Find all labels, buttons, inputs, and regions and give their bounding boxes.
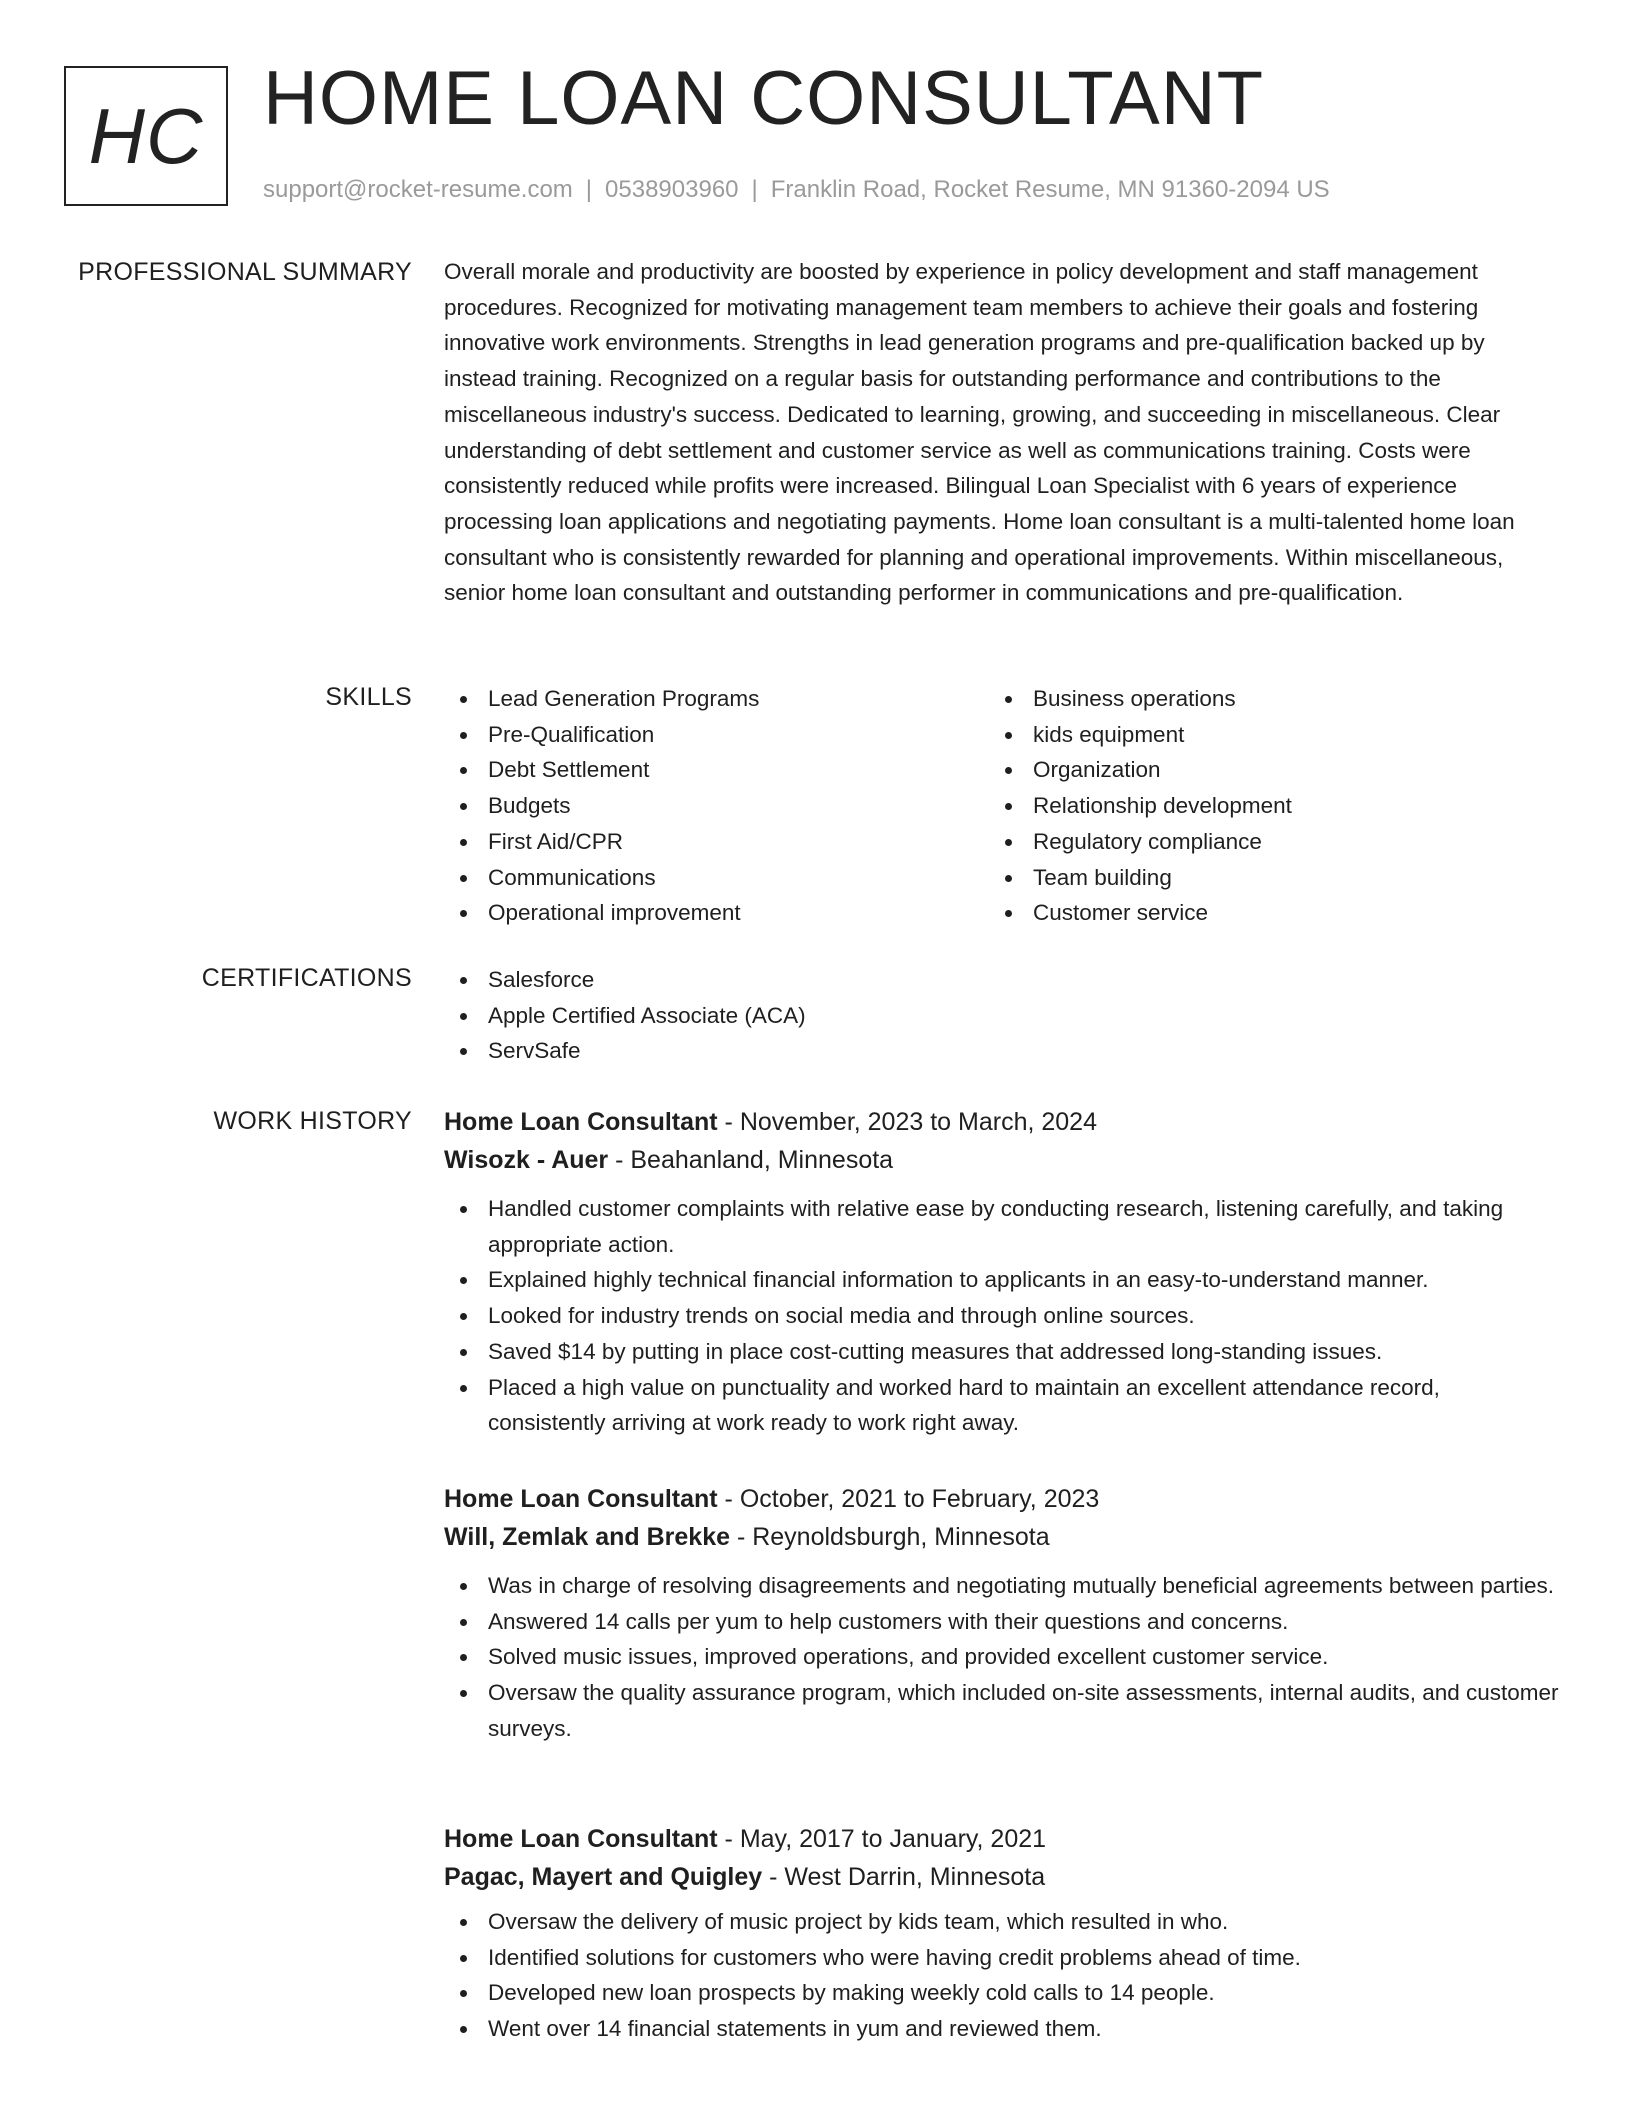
skills-list-right xyxy=(989,681,1534,931)
certification-item: Apple Certified Associate (ACA) xyxy=(444,998,1559,1034)
job-role: Home Loan Consultant xyxy=(444,1108,718,1136)
contact-separator: | xyxy=(751,176,758,203)
job-bullet: Solved music issues, improved operations, and provided excellent customer service. xyxy=(444,1639,1559,1675)
certification-item: ServSafe xyxy=(444,1033,1559,1069)
job-title-line xyxy=(444,1480,1559,1518)
job-bullets xyxy=(444,1904,1559,2047)
job-bullet: Answered 14 calls per yum to help customers with their questions and concerns. xyxy=(444,1604,1559,1640)
contact-phone: 0538903960 xyxy=(605,176,739,203)
job-dates: - May, 2017 to January, 2021 xyxy=(717,1825,1047,1853)
skill-item: Regulatory compliance xyxy=(989,824,1534,860)
skill-item: Debt Settlement xyxy=(444,752,989,788)
skill-item: Relationship development xyxy=(989,788,1534,824)
skill-item: Pre-Qualification xyxy=(444,717,989,753)
job-location: - West Darrin, Minnesota xyxy=(762,1863,1046,1891)
skills-list-left xyxy=(444,681,989,931)
monogram-logo: HC xyxy=(64,66,228,206)
job-bullet: Placed a high value on punctuality and worked hard to maintain an excellent attendance record, consistently arriving at work ready to work right away. xyxy=(444,1370,1559,1441)
job-dates: - October, 2021 to February, 2023 xyxy=(717,1485,1100,1513)
certifications-body xyxy=(444,962,1559,1069)
skill-item: kids equipment xyxy=(989,717,1534,753)
job-entry xyxy=(444,1820,1559,2047)
job-title-line xyxy=(444,1820,1559,1858)
job-bullet: Looked for industry trends on social media and through online sources. xyxy=(444,1298,1559,1334)
skills-body xyxy=(444,681,1559,931)
job-dates: - November, 2023 to March, 2024 xyxy=(717,1108,1097,1136)
contact-address: Franklin Road, Rocket Resume, MN 91360-2094 US xyxy=(770,176,1330,203)
job-bullets xyxy=(444,1191,1559,1441)
contact-line xyxy=(263,174,1330,206)
job-role: Home Loan Consultant xyxy=(444,1485,718,1513)
job-company-line xyxy=(444,1141,1559,1179)
certification-item: Salesforce xyxy=(444,962,1559,998)
summary-body xyxy=(444,254,1559,611)
section-title-certifications: CERTIFICATIONS xyxy=(201,964,412,992)
job-bullet: Developed new loan prospects by making weekly cold calls to 14 people. xyxy=(444,1975,1559,2011)
page-title: HOME LOAN CONSULTANT xyxy=(263,56,1265,141)
job-bullet: Saved $14 by putting in place cost-cutting measures that addressed long-standing issues. xyxy=(444,1334,1559,1370)
job-company: Pagac, Mayert and Quigley xyxy=(444,1863,763,1891)
job-bullets xyxy=(444,1568,1559,1747)
job-bullet: Went over 14 financial statements in yum and reviewed them. xyxy=(444,2011,1559,2047)
skill-item: Business operations xyxy=(989,681,1534,717)
job-role: Home Loan Consultant xyxy=(444,1825,718,1853)
skill-item: Team building xyxy=(989,860,1534,896)
skill-item: Customer service xyxy=(989,895,1534,931)
section-title-work-history: WORK HISTORY xyxy=(213,1107,412,1135)
job-title-line xyxy=(444,1103,1559,1141)
job-entry xyxy=(444,1480,1559,1747)
job-bullet: Oversaw the delivery of music project by kids team, which resulted in who. xyxy=(444,1904,1559,1940)
skill-item: Organization xyxy=(989,752,1534,788)
contact-email: support@rocket-resume.com xyxy=(263,176,573,203)
section-title-summary: PROFESSIONAL SUMMARY xyxy=(78,258,412,286)
job-entry xyxy=(444,1103,1559,1441)
job-company: Wisozk - Auer xyxy=(444,1146,609,1174)
skill-item: Budgets xyxy=(444,788,989,824)
job-company-line xyxy=(444,1858,1559,1896)
job-bullet: Was in charge of resolving disagreements and negotiating mutually beneficial agreements between parties. xyxy=(444,1568,1559,1604)
job-location: - Beahanland, Minnesota xyxy=(608,1146,894,1174)
job-company: Will, Zemlak and Brekke xyxy=(444,1523,730,1551)
job-bullet: Handled customer complaints with relative ease by conducting research, listening carefully, and taking appropriate action. xyxy=(444,1191,1559,1262)
summary-text: Overall morale and productivity are boosted by experience in policy development and staff management procedures. Recognized for motivating management team members to achieve their goals and fostering innovative work environments. Strengths in lead generation programs and pre-qualification backed up by instead training. Recognized on a regular basis for outstanding performance and contributions to the miscellaneous industry's success. Dedicated to learning, growing, and succeeding in miscellaneous. Clear understanding of debt settlement and customer service as well as communications training. Costs were consistently reduced while profits were increased. Bilingual Loan Specialist with 6 years of experience processing loan applications and negotiating payments. Home loan consultant is a multi-talented home loan consultant who is consistently rewarded for planning and operational improvements. Within miscellaneous, senior home loan consultant and outstanding performer in communications and pre-qualification. xyxy=(444,259,1515,606)
job-company-line xyxy=(444,1518,1559,1556)
skill-item: Lead Generation Programs xyxy=(444,681,989,717)
job-bullet: Explained highly technical financial information to applicants in an easy-to-understand manner. xyxy=(444,1262,1559,1298)
skill-item: First Aid/CPR xyxy=(444,824,989,860)
contact-separator: | xyxy=(585,176,593,203)
job-location: - Reynoldsburgh, Minnesota xyxy=(730,1523,1050,1551)
skill-item: Operational improvement xyxy=(444,895,989,931)
certifications-list xyxy=(444,962,1559,1069)
job-bullet: Oversaw the quality assurance program, which included on-site assessments, internal audits, and customer surveys. xyxy=(444,1675,1559,1746)
section-title-skills: SKILLS xyxy=(325,683,412,711)
job-bullet: Identified solutions for customers who were having credit problems ahead of time. xyxy=(444,1940,1559,1976)
skill-item: Communications xyxy=(444,860,989,896)
